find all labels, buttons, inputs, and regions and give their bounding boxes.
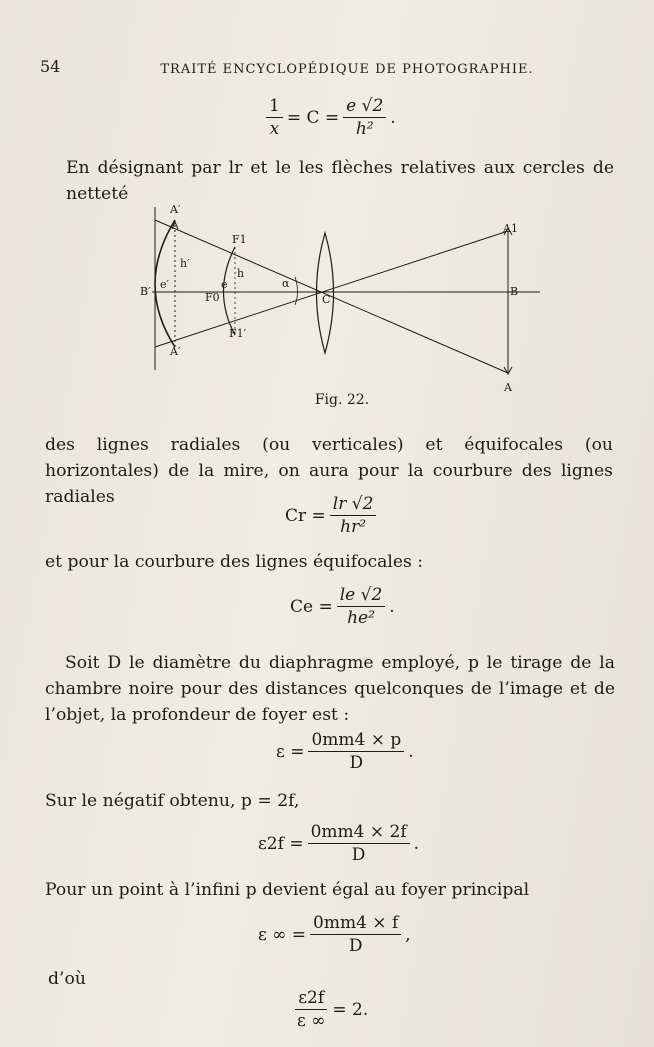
numerator: 0mm4 × p — [308, 730, 404, 752]
denominator: D — [348, 936, 363, 956]
formula-end: . — [413, 833, 420, 854]
formula-end: . — [390, 107, 396, 128]
label-C: C — [322, 293, 331, 306]
denominator: x — [269, 119, 280, 139]
formula-curvature — [262, 96, 396, 139]
denominator: hr² — [340, 517, 367, 537]
numerator: e √2 — [343, 96, 386, 118]
label-A-prime-bottom: A′ — [170, 345, 181, 358]
formula-end: . — [408, 741, 414, 762]
denominator: ε ∞ — [297, 1011, 326, 1031]
fraction-one-over-x — [266, 96, 283, 139]
label-h: h — [237, 267, 245, 280]
ray-lower-to-A1 — [155, 231, 508, 347]
paragraph-3: et pour la courbure des lignes équifocales : — [45, 552, 424, 572]
optical-diagram-figure — [130, 195, 550, 395]
formula-lhs: Cr = — [285, 505, 326, 526]
paragraph-7: d’où — [48, 969, 86, 989]
fraction-epsilon-infinity — [310, 913, 401, 956]
fraction-ce — [337, 585, 386, 628]
label-e: e — [221, 278, 228, 291]
formula-end: . — [389, 596, 395, 617]
label-B-prime: B′ — [140, 285, 151, 298]
fraction-ratio — [294, 988, 328, 1031]
denominator: he² — [347, 608, 375, 628]
paragraph-6: Pour un point à l’infini p devient égal au foyer principal — [45, 880, 530, 900]
fraction-e-root2-over-h2 — [343, 96, 386, 139]
numerator: 0mm4 × 2f — [308, 822, 410, 844]
running-title: TRAITÉ ENCYCLOPÉDIQUE DE PHOTOGRAPHIE. — [160, 62, 534, 77]
denominator: h² — [355, 119, 374, 139]
numerator: le √2 — [337, 585, 386, 607]
formula-epsilon-2f — [258, 822, 419, 865]
formula-epsilon — [276, 730, 414, 773]
formula-cr — [285, 494, 380, 537]
label-alpha: α — [282, 277, 290, 290]
label-e-prime: e′ — [160, 278, 170, 291]
fraction-cr — [330, 494, 377, 537]
fraction-epsilon-2f — [308, 822, 410, 865]
numerator: ε2f — [295, 988, 327, 1010]
figure-caption: Fig. 22. — [314, 392, 370, 408]
denominator: D — [351, 845, 366, 865]
label-A-prime-top: A′ — [170, 203, 181, 216]
numerator: 0mm4 × f — [310, 913, 401, 935]
formula-ce — [290, 585, 395, 628]
label-B: B — [510, 285, 519, 298]
label-A: A — [504, 381, 512, 394]
formula-lhs: ε = — [276, 741, 305, 762]
paragraph-5: Sur le négatif obtenu, p = 2f, — [45, 791, 300, 811]
formula-rhs: = 2. — [332, 999, 369, 1020]
paragraph-4: Soit D le diamètre du diaphragme employé, p le tirage de la chambre noire pour des distances quelconques de l’image et de l’objet, la profondeur de foyer est : — [45, 653, 615, 725]
paragraph-2: des lignes radiales (ou verticales) et équifocales (ou horizontales) de la mire, on aura pour la courbure des lignes radiales — [45, 435, 613, 507]
formula-epsilon-infinity — [258, 913, 411, 956]
numerator: 1 — [266, 96, 283, 118]
formula-end: , — [405, 924, 411, 945]
formula-ratio — [290, 988, 368, 1031]
label-h-prime: h′ — [180, 257, 190, 270]
label-F1: F1 — [232, 233, 247, 246]
denominator: D — [349, 753, 364, 773]
formula-lhs: Ce = — [290, 596, 333, 617]
numerator: lr √2 — [330, 494, 377, 516]
label-F1-prime: F1′ — [229, 327, 247, 340]
fraction-epsilon — [308, 730, 404, 773]
formula-lhs: ε ∞ = — [258, 924, 307, 945]
paragraph-1: En désignant par lr et le les flèches relatives aux cercles de netteté — [66, 158, 614, 204]
label-F0: F0 — [205, 291, 220, 304]
formula-lhs: ε2f = — [258, 833, 304, 854]
page-number: 54 — [40, 57, 61, 76]
label-A1: A1 — [503, 222, 518, 235]
formula-middle: = C = — [286, 107, 340, 128]
